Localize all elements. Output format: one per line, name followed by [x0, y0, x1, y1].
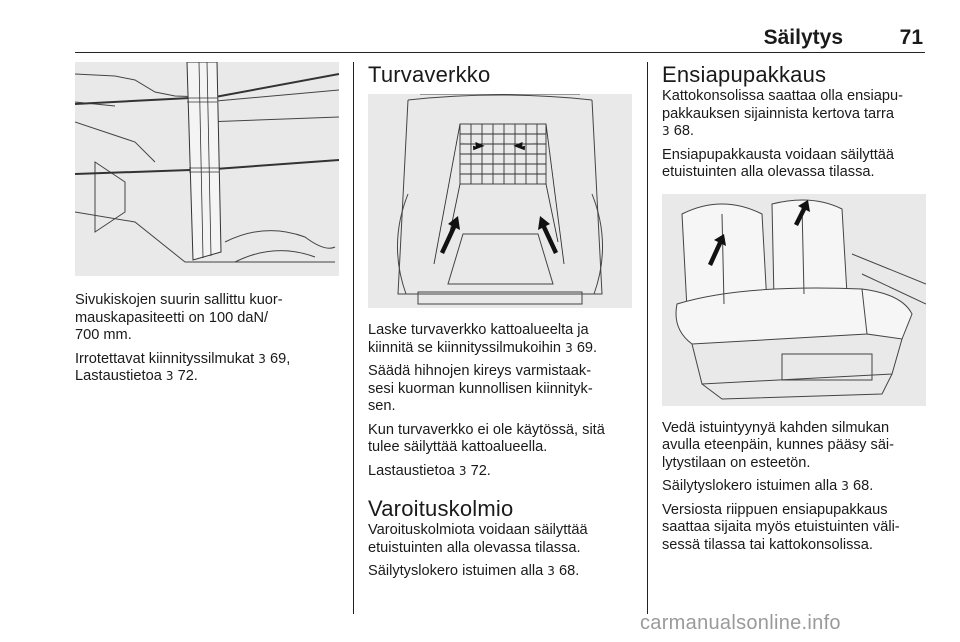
- crossref-arrow-icon: 3: [662, 124, 670, 138]
- page-number: 71: [899, 26, 923, 49]
- link-page-68[interactable]: 68.: [558, 563, 580, 579]
- loading-info-text: Lastaustietoa 3 72.: [368, 462, 491, 479]
- column-2: [368, 62, 632, 587]
- net-storage-text: Kun turvaverkko ei ole käytössä, sitä tulee säilyttää kattoalueella.: [368, 421, 605, 455]
- storage-compartment-text: Säilytyslokero istuimen alla 3 68.: [368, 563, 580, 579]
- crossref-arrow-icon: 3: [165, 369, 174, 383]
- link-page-72[interactable]: 72.: [177, 368, 198, 384]
- column-divider: [353, 62, 354, 614]
- seat-storage-drawing: [662, 194, 926, 406]
- section-title: Säilytys: [763, 26, 843, 49]
- strap-tension-text: Säädä hihnojen kireys varmistaak- sesi kuorman kunnollisen kiinnityk- sen.: [368, 363, 593, 414]
- column-divider: [647, 62, 648, 614]
- first-aid-label-text: Kattokonsolissa saattaa olla ensiapu- pakkauksen sijainnista kertova tarra 3 68.: [662, 88, 903, 139]
- cargo-rail-drawing: [75, 62, 339, 276]
- cargo-rail-illustration: [75, 62, 339, 276]
- column-1: [75, 62, 339, 392]
- pull-cushion-text: Vedä istuintyynyä kahden silmukan avulla eteenpäin, kunnes pääsy säi- lytystilaan on esteetön.: [662, 419, 895, 471]
- link-page-69[interactable]: 69.: [576, 339, 598, 356]
- safety-net-illustration: [368, 94, 632, 308]
- link-page-68[interactable]: 68.: [852, 478, 874, 494]
- section-heading-warning-triangle: Varoituskolmio: [368, 496, 514, 521]
- safety-net-install-text: Laske turvaverkko kattoalueelta ja kiinnitä se kiinnityssilmukoihin 3 69.: [368, 322, 598, 356]
- page-header: [75, 22, 925, 53]
- storage-compartment-text: Säilytyslokero istuimen alla 3 68.: [662, 478, 874, 494]
- link-page-68[interactable]: 68.: [673, 123, 694, 139]
- warning-triangle-text: Varoituskolmiota voidaan säilyttää etuistuinten alla olevassa tilassa.: [368, 522, 588, 556]
- section-heading-safety-net: Turvaverkko: [368, 62, 491, 87]
- crossref-arrow-icon: 3: [458, 463, 467, 478]
- crossref-arrow-icon: 3: [547, 564, 555, 578]
- removable-loops-text: Irrotettavat kiinnityssilmukat 3 69, Lastaustietoa 3 72.: [75, 350, 291, 384]
- first-aid-storage-text: Ensiapupakkausta voidaan säilyttää etuistuinten alla olevassa tilassa.: [662, 146, 895, 180]
- section-heading-first-aid: Ensiapupakkaus: [662, 62, 827, 87]
- crossref-arrow-icon: 3: [841, 479, 849, 493]
- crossref-arrow-icon: 3: [258, 351, 266, 366]
- crossref-arrow-icon: 3: [565, 340, 573, 355]
- link-page-69[interactable]: 69,: [270, 350, 291, 367]
- watermark: carmanualsonline.info: [640, 612, 841, 634]
- rail-capacity-text: Sivukiskojen suurin sallittu kuor- mauskapasiteetti on 100 daN/ 700 mm.: [75, 292, 283, 343]
- safety-net-drawing: [368, 94, 632, 308]
- column-3: [662, 62, 926, 560]
- link-page-72[interactable]: 72.: [470, 462, 491, 479]
- seat-storage-illustration: [662, 194, 926, 406]
- first-aid-location-text: Versiosta riippuen ensiapupakkaus saattaa sijaita myös etuistuinten väli- sessä tilassa tai kattokonsolissa.: [662, 501, 900, 553]
